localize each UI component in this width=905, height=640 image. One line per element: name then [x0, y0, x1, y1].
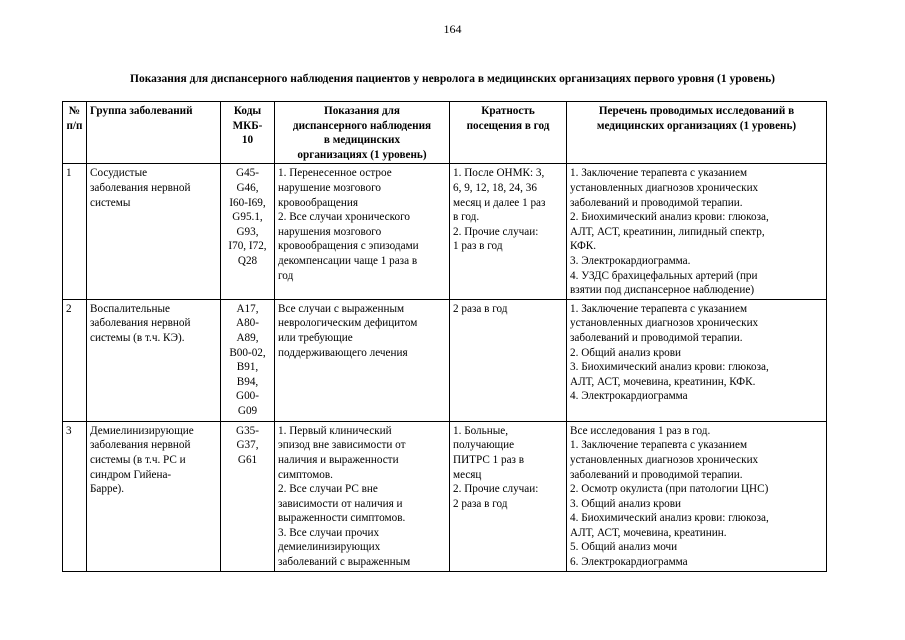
text-line: A17, [236, 302, 259, 315]
text-line: 6. Электрокардиограмма [570, 556, 688, 569]
text-line: Воспалительные [90, 302, 170, 315]
text-line: в медицинских [323, 134, 401, 147]
text-line: B00-02, [229, 346, 266, 359]
cell-studies [567, 421, 827, 571]
text-line: A89, [236, 331, 259, 344]
text-line: Сосудистые [90, 167, 148, 180]
text-line: системы [90, 196, 131, 209]
text-line: установленных диагнозов хронических [570, 317, 759, 330]
text-line: месяц [453, 468, 482, 481]
text-line: системы (в т.ч. КЭ). [90, 331, 185, 344]
cell-frequency [450, 421, 567, 571]
text-line: G61 [237, 453, 258, 466]
text-line: 2. Прочие случаи: [453, 483, 539, 496]
text-line: или требующие [278, 331, 353, 344]
cell-indications [275, 421, 450, 571]
text-line: Q28 [237, 254, 258, 267]
text-line: заболеваний и проводимой терапии. [570, 331, 743, 344]
text-line: заболевания нервной [90, 439, 191, 452]
text-line: 5. Общий анализ мочи [570, 541, 678, 554]
text-line: 1. Больные, [453, 424, 509, 437]
header-indications [275, 102, 450, 164]
text-line: кровообращения с эпизодами [278, 240, 419, 253]
text-line: ПИТРС 1 раз в [453, 453, 525, 466]
text-line: B91, [236, 361, 259, 374]
cell-group [87, 164, 221, 299]
cell-frequency [450, 164, 567, 299]
text-line: выраженности симптомов. [278, 512, 406, 525]
text-line: медицинских организациях (1 уровень) [596, 119, 797, 132]
text-line: 2. Все случаи РС вне [278, 483, 378, 496]
cell-group [87, 421, 221, 571]
text-line: 4. Биохимический анализ крови: глюкоза, [570, 512, 769, 525]
text-line: 2. Общий анализ крови [570, 346, 682, 359]
text-line: системы (в т.ч. РС и [90, 453, 186, 466]
table-header-row [63, 102, 827, 164]
cell-num: 3 [63, 421, 87, 571]
text-line: нарушения мозгового [278, 225, 382, 238]
text-line: G46, [236, 181, 259, 194]
text-line: посещения в год [466, 119, 550, 132]
cell-num: 1 [63, 164, 87, 299]
text-line: 2. Биохимический анализ крови: глюкоза, [570, 211, 769, 224]
text-line: Барре). [90, 483, 125, 496]
cell-codes [221, 421, 275, 571]
text-line: 2 раза в год [453, 302, 508, 315]
text-line: G09 [237, 404, 258, 417]
header-studies [567, 102, 827, 164]
cell-group [87, 299, 221, 421]
text-line: зависимости от наличия и [278, 497, 403, 510]
text-line: п/п [66, 119, 83, 132]
text-line: 3. Электрокардиограмма. [570, 254, 691, 267]
text-line: G45- [236, 167, 259, 180]
text-line: G93, [236, 225, 259, 238]
text-line: АЛТ, АСТ, мочевина, креатинин. [570, 526, 727, 539]
text-line: нарушение мозгового [278, 181, 382, 194]
text-line: синдром Гийена- [90, 468, 172, 481]
cell-frequency [450, 299, 567, 421]
text-line: АЛТ, АСТ, креатинин, липидный спектр, [570, 225, 765, 238]
text-line: в год. [453, 211, 480, 224]
text-line: заболеваний с выраженным [278, 556, 411, 569]
text-line: Коды [233, 105, 262, 117]
text-line: 1 раз в год [453, 240, 503, 253]
text-line: 3. Биохимический анализ крови: глюкоза, [570, 361, 769, 374]
text-line: Все исследования 1 раз в год. [570, 424, 711, 437]
text-line: заболевания нервной [90, 317, 191, 330]
text-line: 2. Осмотр окулиста (при патологии ЦНС) [570, 483, 769, 496]
text-line: 2. Все случаи хронического [278, 211, 410, 224]
text-line: месяц и далее 1 раз [453, 196, 546, 209]
header-frequency [450, 102, 567, 164]
text-line: Показания для [324, 105, 400, 117]
text-line: I60-I69, [229, 196, 266, 209]
text-line: 1. Заключение терапевта с указанием [570, 167, 748, 180]
cell-indications [275, 164, 450, 299]
text-line: диспансерного наблюдения [292, 119, 432, 132]
text-line: декомпенсации чаще 1 раза в [278, 254, 418, 267]
text-line: № [68, 105, 81, 117]
text-line: год [278, 269, 294, 282]
table-row [63, 164, 827, 299]
text-line: 6, 9, 12, 18, 24, 36 [453, 181, 537, 194]
text-line: 10 [241, 134, 254, 147]
text-line: организациях (1 уровень) [297, 148, 427, 161]
text-line: 1. Первый клинический [278, 424, 392, 437]
table-row [63, 299, 827, 421]
text-line: поддерживающего лечения [278, 346, 408, 359]
text-line: АЛТ, АСТ, мочевина, креатинин, КФК. [570, 375, 756, 388]
text-line: демиелинизирующих [278, 541, 381, 554]
text-line: I70, I72, [228, 240, 267, 253]
text-line: МКБ- [232, 119, 263, 132]
dispensary-table [62, 101, 827, 572]
text-line: Демиелинизирующие [90, 424, 194, 437]
text-line: 1. Заключение терапевта с указанием [570, 302, 748, 315]
text-line: Кратность [481, 105, 535, 117]
table-row [63, 421, 827, 571]
text-line: симптомов. [278, 468, 333, 481]
text-line: получающие [453, 439, 515, 452]
text-line: заболеваний и проводимой терапии. [570, 468, 743, 481]
text-line: 2 раза в год [453, 497, 508, 510]
text-line: Перечень проводимых исследований в [598, 105, 795, 117]
text-line: B94, [236, 375, 259, 388]
document-title: Показания для диспансерного наблюдения пациентов у невролога в медицинских организациях первого уровня (1 уровень) [130, 73, 775, 85]
text-line: 1. Заключение терапевта с указанием [570, 439, 748, 452]
text-line: G00- [236, 390, 259, 403]
text-line: взятии под диспансерное наблюдение) [570, 284, 755, 297]
text-line: установленных диагнозов хронических [570, 181, 759, 194]
header-num [63, 102, 87, 164]
text-line: A80- [236, 317, 259, 330]
text-line: неврологическим дефицитом [278, 317, 418, 330]
text-line: наличия и выраженности [278, 453, 399, 466]
cell-codes [221, 164, 275, 299]
cell-num: 2 [63, 299, 87, 421]
text-line: Все случаи с выраженным [278, 302, 405, 315]
text-line: заболевания нервной [90, 181, 191, 194]
cell-studies [567, 164, 827, 299]
text-line: Группа заболеваний [90, 105, 193, 117]
text-line: 3. Все случаи прочих [278, 526, 380, 539]
page-number: 164 [443, 22, 462, 36]
text-line: 1. Перенесенное острое [278, 167, 392, 180]
text-line: G95.1, [232, 211, 263, 224]
text-line: 4. УЗДС брахицефальных артерий (при [570, 269, 758, 282]
text-line: установленных диагнозов хронических [570, 453, 759, 466]
text-line: 2. Прочие случаи: [453, 225, 539, 238]
text-line: G37, [236, 439, 259, 452]
text-line: эпизод вне зависимости от [278, 439, 406, 452]
cell-studies [567, 299, 827, 421]
text-line: 4. Электрокардиограмма [570, 390, 688, 403]
text-line: 1. После ОНМК: 3, [453, 167, 545, 180]
cell-indications [275, 299, 450, 421]
cell-codes [221, 299, 275, 421]
text-line: 3. Общий анализ крови [570, 497, 682, 510]
header-group [87, 102, 221, 164]
text-line: G35- [236, 424, 259, 437]
text-line: заболеваний и проводимой терапии. [570, 196, 743, 209]
text-line: КФК. [570, 240, 597, 253]
header-codes [221, 102, 275, 164]
text-line: кровообращения [278, 196, 358, 209]
